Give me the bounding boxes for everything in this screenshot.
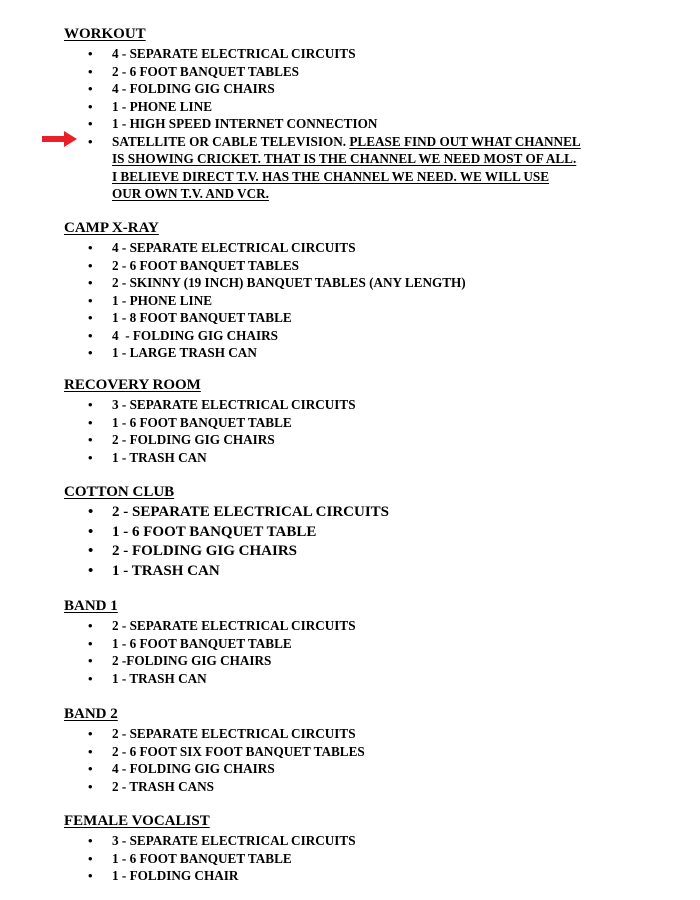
list-item <box>0 652 652 670</box>
item-text: 1 - 8 FOOT BANQUET TABLE <box>112 310 292 325</box>
section-title: WORKOUT <box>64 26 146 42</box>
bullet: • <box>88 46 93 61</box>
section-title: BAND 2 <box>64 706 118 722</box>
list-item <box>0 760 652 778</box>
bullet: • <box>88 327 93 343</box>
list-item <box>0 867 652 885</box>
item-list <box>0 239 700 362</box>
item-text: 1 - TRASH CAN <box>112 670 207 686</box>
bullet: • <box>88 414 93 430</box>
item-text: 1 - LARGE TRASH CAN <box>112 345 257 360</box>
list-item <box>0 832 652 850</box>
bullet: • <box>88 345 93 360</box>
section-title: FEMALE VOCALIST <box>64 813 210 829</box>
item-text: 2 - TRASH CANS <box>112 778 214 794</box>
bullet: • <box>88 98 93 114</box>
bullet: • <box>88 240 93 255</box>
item-list <box>0 45 700 203</box>
item-list <box>0 725 700 795</box>
item-list <box>0 396 700 466</box>
section-title: RECOVERY ROOM <box>64 377 201 393</box>
item-text: 4 - FOLDING GIG CHAIRS <box>112 81 275 96</box>
list-item <box>0 743 652 761</box>
bullet: • <box>88 81 93 96</box>
bullet: • <box>88 743 93 759</box>
bullet: • <box>88 257 93 273</box>
list-item <box>0 344 652 362</box>
tv-note-line-4: OUR OWN T.V. AND VCR. <box>112 186 269 201</box>
list-item <box>0 63 652 81</box>
bullet: • <box>88 653 93 668</box>
bullet: • <box>88 543 94 559</box>
tv-note-line-3: I BELIEVE DIRECT T.V. HAS THE CHANNEL WE NEED. WE WILL USE <box>112 168 550 184</box>
section-title: CAMP X-RAY <box>64 220 159 236</box>
item-text: 1 - 6 FOOT BANQUET TABLE <box>112 414 292 430</box>
bullet: • <box>88 670 93 686</box>
item-text: 2 - FOLDING GIG CHAIRS <box>112 432 275 447</box>
section-title: BAND 1 <box>64 598 118 614</box>
item-list <box>0 832 700 885</box>
item-text: 4 - SEPARATE ELECTRICAL CIRCUITS <box>112 240 356 255</box>
list-item <box>0 431 652 449</box>
bullet: • <box>88 868 93 883</box>
list-item <box>0 850 652 868</box>
item-list <box>0 617 700 687</box>
item-text: 3 - SEPARATE ELECTRICAL CIRCUITS <box>112 397 356 412</box>
list-item-tv-note <box>0 133 652 203</box>
list-item <box>0 396 652 414</box>
bullet: • <box>88 63 93 79</box>
bullet: • <box>88 618 93 633</box>
bullet: • <box>88 397 93 412</box>
list-item <box>0 98 652 116</box>
list-item <box>0 292 652 310</box>
bullet: • <box>88 635 93 651</box>
list-item <box>0 449 652 467</box>
list-item <box>0 327 652 345</box>
list-item <box>0 80 652 98</box>
bullet: • <box>88 504 94 520</box>
bullet: • <box>88 523 94 540</box>
bullet: • <box>88 432 93 447</box>
list-item <box>0 115 652 133</box>
list-item <box>0 257 652 275</box>
section-title: COTTON CLUB <box>64 484 175 500</box>
item-text: 1 - PHONE LINE <box>112 292 213 308</box>
item-text: 1 - TRASH CAN <box>112 562 220 579</box>
bullet: • <box>88 726 93 741</box>
item-text: 1 - HIGH SPEED INTERNET CONNECTION <box>112 116 378 131</box>
item-text: 3 - SEPARATE ELECTRICAL CIRCUITS <box>112 833 356 848</box>
bullet: • <box>88 133 93 149</box>
bullet: • <box>88 310 93 325</box>
bullet: • <box>88 116 93 131</box>
item-text: 4 - SEPARATE ELECTRICAL CIRCUITS <box>112 46 356 61</box>
list-item <box>0 542 652 562</box>
item-text: 1 - PHONE LINE <box>112 98 213 114</box>
bullet: • <box>88 562 94 579</box>
tv-note-line-1: PLEASE FIND OUT WHAT CHANNEL <box>349 133 581 149</box>
item-text: 2 - 6 FOOT SIX FOOT BANQUET TABLES <box>112 743 365 759</box>
list-item <box>0 45 652 63</box>
item-text: 1 - 6 FOOT BANQUET TABLE <box>112 635 292 651</box>
list-item <box>0 523 652 543</box>
tv-lead-text: SATELLITE OR CABLE TELEVISION. <box>112 133 350 149</box>
item-list <box>0 503 700 581</box>
item-text: 2 - SEPARATE ELECTRICAL CIRCUITS <box>112 504 390 520</box>
list-item <box>0 725 652 743</box>
list-item <box>0 778 652 796</box>
list-item <box>0 562 652 582</box>
list-item <box>0 414 652 432</box>
bullet: • <box>88 449 93 465</box>
list-item <box>0 309 652 327</box>
list-item <box>0 635 652 653</box>
item-text: 1 - 6 FOOT BANQUET TABLE <box>112 523 317 540</box>
item-text: 2 - FOLDING GIG CHAIRS <box>112 543 298 559</box>
list-item <box>0 670 652 688</box>
list-item <box>0 617 652 635</box>
bullet: • <box>88 778 93 794</box>
list-item <box>0 239 652 257</box>
item-text: 2 - 6 FOOT BANQUET TABLES <box>112 257 299 273</box>
tv-note-line-2: IS SHOWING CRICKET. THAT IS THE CHANNEL WE NEED MOST OF ALL. <box>112 151 577 166</box>
item-text: 4 - FOLDING GIG CHAIRS <box>112 327 278 343</box>
item-text: 2 -FOLDING GIG CHAIRS <box>112 653 272 668</box>
list-item <box>0 274 652 292</box>
bullet: • <box>88 761 93 776</box>
bullet: • <box>88 833 93 848</box>
item-text: 2 - SEPARATE ELECTRICAL CIRCUITS <box>112 618 356 633</box>
arrow-right-icon <box>42 130 78 148</box>
item-text: 2 - SKINNY (19 INCH) BANQUET TABLES (ANY LENGTH) <box>112 275 466 290</box>
bullet: • <box>88 850 93 866</box>
list-item <box>0 503 652 523</box>
item-text: 4 - FOLDING GIG CHAIRS <box>112 761 275 776</box>
item-text: 1 - TRASH CAN <box>112 449 207 465</box>
bullet: • <box>88 275 93 290</box>
item-text: 2 - SEPARATE ELECTRICAL CIRCUITS <box>112 726 356 741</box>
bullet: • <box>88 292 93 308</box>
item-text: 2 - 6 FOOT BANQUET TABLES <box>112 63 299 79</box>
item-text: 1 - 6 FOOT BANQUET TABLE <box>112 850 292 866</box>
item-text: 1 - FOLDING CHAIR <box>112 868 239 883</box>
